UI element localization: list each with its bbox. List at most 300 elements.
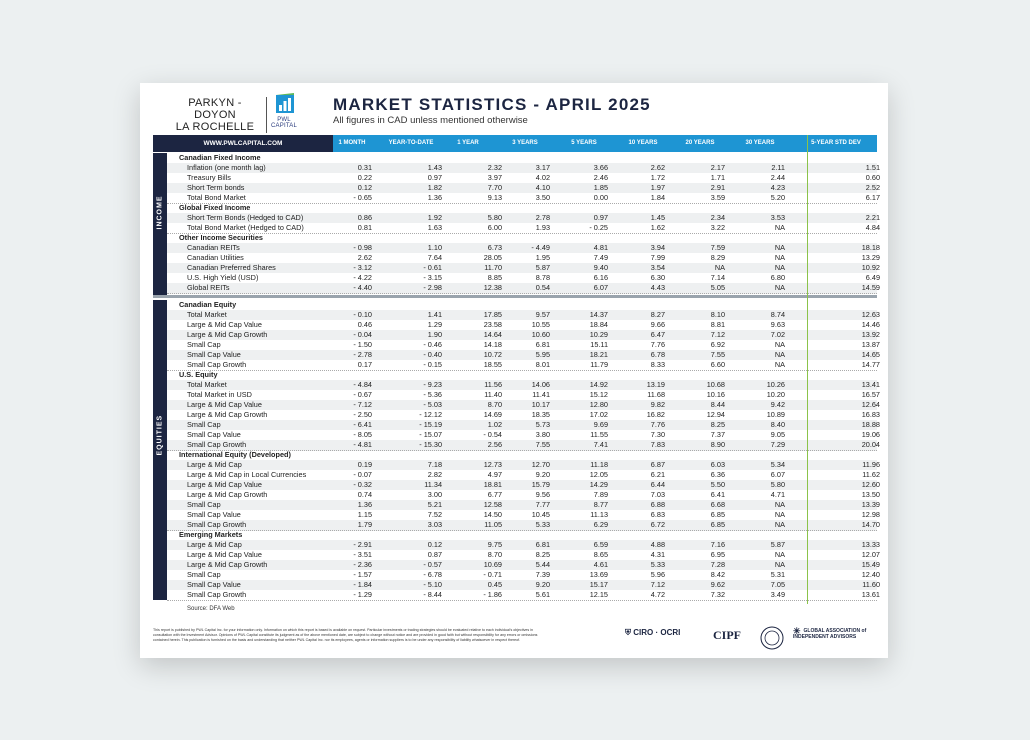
cell-value: 12.63 (861, 310, 880, 319)
cell-value: 12.58 (483, 500, 502, 509)
cell-value: - 4.22 (353, 273, 372, 282)
cell-value: 6.00 (487, 223, 502, 232)
association-line1: GLOBAL ASSOCIATION of (803, 628, 867, 634)
row-label: Canadian REITs (187, 243, 240, 252)
cell-value: 8.33 (650, 360, 665, 369)
cell-value: 5.34 (770, 460, 785, 469)
cell-value: 13.69 (589, 570, 608, 579)
cell-value: - 0.32 (353, 480, 372, 489)
cell-value: 1.85 (593, 183, 608, 192)
cell-value: 8.29 (710, 253, 725, 262)
cell-value: - 0.10 (353, 310, 372, 319)
cell-value: 7.12 (650, 580, 665, 589)
cell-value: 10.16 (706, 390, 725, 399)
section-heading-label: International Equity (Developed) (179, 450, 291, 459)
cell-value: 10.29 (589, 330, 608, 339)
table-row (167, 283, 880, 294)
cell-value: 19.06 (861, 430, 880, 439)
cell-value: 4.61 (593, 560, 608, 569)
cell-value: 18.55 (483, 360, 502, 369)
cell-value: 8.77 (593, 500, 608, 509)
row-label: Small Cap (187, 570, 221, 579)
row-label: Large & Mid Cap Growth (187, 330, 268, 339)
column-header-2: 1 YEAR (457, 140, 479, 146)
row-label: Inflation (one month lag) (187, 163, 266, 172)
cell-value: - 4.40 (353, 283, 372, 292)
cell-value: 18.84 (589, 320, 608, 329)
cell-value: 11.96 (862, 460, 880, 469)
cell-value: - 4.84 (353, 380, 372, 389)
cell-value: 7.14 (710, 273, 725, 282)
cell-value: 23.58 (483, 320, 502, 329)
cell-value: 8.74 (770, 310, 785, 319)
cell-value: 6.17 (865, 193, 880, 202)
cell-value: 2.17 (710, 163, 725, 172)
cell-value: 13.41 (861, 380, 880, 389)
cell-value: - 2.36 (353, 560, 372, 569)
cell-value: 3.80 (535, 430, 550, 439)
cell-value: - 2.98 (423, 283, 442, 292)
cell-value: - 0.40 (423, 350, 442, 359)
row-label: Small Cap (187, 340, 221, 349)
cell-value: 8.81 (710, 320, 725, 329)
ciro-shield-icon: ⛨ (625, 628, 631, 637)
page-subtitle: All figures in CAD unless mentioned otherwise (333, 115, 528, 126)
section-heading (167, 370, 877, 380)
cell-value: 11.40 (484, 390, 502, 399)
cell-value: 5.44 (535, 560, 550, 569)
column-header-bar (153, 135, 877, 152)
cell-value: 0.81 (357, 223, 372, 232)
cell-value: 4.23 (770, 183, 785, 192)
cell-value: 2.91 (710, 183, 725, 192)
cell-value: 4.72 (650, 590, 665, 599)
cell-value: 8.10 (710, 310, 725, 319)
cell-value: 1.02 (487, 420, 502, 429)
cell-value: 1.15 (357, 510, 372, 519)
section-heading-label: Canadian Fixed Income (179, 153, 261, 162)
cell-value: 11.79 (590, 360, 608, 369)
cell-value: 5.33 (650, 560, 665, 569)
cell-value: - 12.12 (419, 410, 442, 419)
row-label: Total Bond Market (187, 193, 246, 202)
cell-value: 6.87 (650, 460, 665, 469)
cell-value: 6.36 (710, 470, 725, 479)
cell-value: - 0.57 (423, 560, 442, 569)
cell-value: 5.31 (770, 570, 785, 579)
cell-value: - 5.10 (423, 580, 442, 589)
cell-value: 7.03 (650, 490, 665, 499)
cell-value: 11.56 (484, 380, 502, 389)
cell-value: 8.42 (710, 570, 725, 579)
row-label: Small Cap Growth (187, 360, 247, 369)
cell-value: 3.50 (535, 193, 550, 202)
cell-value: - 0.65 (353, 193, 372, 202)
cell-value: 10.89 (766, 410, 785, 419)
cell-value: 0.74 (357, 490, 372, 499)
ciro-text: CIRO · OCRI (633, 628, 681, 637)
cell-value: 13.33 (861, 540, 880, 549)
row-label: Large & Mid Cap (187, 460, 242, 469)
cell-value: - 8.05 (353, 430, 372, 439)
pwl-chart-icon (276, 93, 294, 115)
cell-value: 8.65 (593, 550, 608, 559)
cell-value: 13.29 (861, 253, 880, 262)
cell-value: 4.10 (535, 183, 550, 192)
section-heading (167, 153, 877, 163)
cell-value: 0.86 (357, 213, 372, 222)
row-label: Small Cap Value (187, 350, 241, 359)
cell-value: NA (774, 520, 785, 529)
ciro-logo (625, 628, 680, 650)
cell-value: 10.26 (766, 380, 785, 389)
section-heading-label: Canadian Equity (179, 300, 237, 309)
cell-value: 11.13 (590, 510, 608, 519)
cell-value: 5.50 (710, 480, 725, 489)
cell-value: 1.36 (427, 193, 442, 202)
cell-value: 8.25 (710, 420, 725, 429)
cell-value: - 7.12 (353, 400, 372, 409)
cell-value: - 15.30 (419, 440, 442, 449)
row-label: Large & Mid Cap Growth (187, 410, 268, 419)
cipf-logo: CIPF (713, 628, 741, 642)
cell-value: 5.80 (770, 480, 785, 489)
cell-value: 3.17 (535, 163, 550, 172)
cell-value: 14.69 (483, 410, 502, 419)
cell-value: 6.44 (650, 480, 665, 489)
row-label: Large & Mid Cap in Local Currencies (187, 470, 307, 479)
cell-value: 7.37 (710, 430, 725, 439)
row-label: Total Market (187, 380, 227, 389)
firm-name (170, 97, 260, 133)
firm-name-line1: PARKYN - DOYON (188, 97, 242, 121)
column-header-3: 3 YEARS (512, 140, 538, 146)
cell-value: 6.78 (650, 350, 665, 359)
cell-value: 14.50 (483, 510, 502, 519)
cell-value: 7.55 (535, 440, 550, 449)
cell-value: 14.46 (861, 320, 880, 329)
cell-value: 10.45 (531, 510, 550, 519)
row-label: Total Market in USD (187, 390, 252, 399)
cell-value: 2.32 (487, 163, 502, 172)
cell-value: 6.03 (710, 460, 725, 469)
cell-value: 14.37 (589, 310, 608, 319)
cell-value: 5.96 (650, 570, 665, 579)
cell-value: 3.03 (427, 520, 442, 529)
cell-value: 5.20 (770, 193, 785, 202)
cell-value: 7.49 (593, 253, 608, 262)
cell-value: 13.39 (861, 500, 880, 509)
seal-logo (760, 626, 784, 648)
cell-value: - 2.78 (353, 350, 372, 359)
cell-value: 6.60 (710, 360, 725, 369)
section-heading-label: U.S. Equity (179, 370, 218, 379)
cell-value: 1.82 (427, 183, 442, 192)
cell-value: NA (774, 360, 785, 369)
association-star-icon: ✳ (793, 626, 801, 636)
column-header-0: 1 MONTH (338, 140, 366, 146)
cell-value: 6.41 (710, 490, 725, 499)
cell-value: - 3.51 (353, 550, 372, 559)
row-label: Short Term bonds (187, 183, 245, 192)
cell-value: 3.49 (770, 590, 785, 599)
pwl-wordmark: PWL CAPITAL (271, 117, 297, 129)
row-label: Small Cap Value (187, 430, 241, 439)
section-heading-label: Emerging Markets (179, 530, 243, 539)
cell-value: 12.80 (589, 400, 608, 409)
cell-value: 8.40 (770, 420, 785, 429)
cell-value: 15.17 (589, 580, 608, 589)
cell-value: 4.71 (770, 490, 785, 499)
cell-value: 14.18 (483, 340, 502, 349)
cell-value: NA (774, 500, 785, 509)
cell-value: 12.73 (483, 460, 502, 469)
row-label: Global REITs (187, 283, 230, 292)
website-url[interactable]: WWW.PWLCAPITAL.COM (153, 135, 333, 152)
cell-value: 14.70 (861, 520, 880, 529)
cell-value: 1.92 (427, 213, 442, 222)
cell-value: 12.70 (531, 460, 550, 469)
cell-value: 13.87 (861, 340, 880, 349)
section-separator (153, 295, 877, 298)
cell-value: NA (774, 340, 785, 349)
cell-value: 5.73 (535, 420, 550, 429)
cell-value: 12.98 (861, 510, 880, 519)
cell-value: 6.16 (593, 273, 608, 282)
cell-value: 5.95 (535, 350, 550, 359)
cell-value: NA (774, 223, 785, 232)
cell-value: 13.19 (646, 380, 665, 389)
association-logo (793, 626, 867, 650)
cell-value: - 15.19 (419, 420, 442, 429)
cell-value: 17.85 (483, 310, 502, 319)
column-header-7: 30 YEARS (745, 140, 775, 146)
row-label: Canadian Utilities (187, 253, 244, 262)
cell-value: 6.95 (710, 550, 725, 559)
cell-value: 7.02 (770, 330, 785, 339)
row-label: Small Cap Value (187, 580, 241, 589)
cell-value: 16.57 (861, 390, 880, 399)
cell-value: 9.66 (650, 320, 665, 329)
cell-value: 2.34 (710, 213, 725, 222)
cell-value: - 5.36 (423, 390, 442, 399)
cell-value: 9.20 (535, 470, 550, 479)
cell-value: 4.84 (865, 223, 880, 232)
cell-value: 0.19 (357, 460, 372, 469)
cell-value: 7.05 (770, 580, 785, 589)
cell-value: 2.56 (487, 440, 502, 449)
cell-value: 18.18 (861, 243, 880, 252)
cell-value: 9.13 (487, 193, 502, 202)
cell-value: 2.44 (770, 173, 785, 182)
cell-value: 15.11 (590, 340, 608, 349)
seal-icon (760, 626, 784, 650)
cell-value: 9.75 (487, 540, 502, 549)
cell-value: 6.85 (710, 510, 725, 519)
cell-value: 10.20 (766, 390, 785, 399)
cell-value: 1.45 (650, 213, 665, 222)
cell-value: NA (774, 253, 785, 262)
cell-value: 2.11 (771, 163, 785, 172)
cell-value: 5.61 (535, 590, 550, 599)
cell-value: 10.68 (706, 380, 725, 389)
section-heading (167, 450, 877, 460)
cell-value: 5.87 (770, 540, 785, 549)
cell-value: 1.79 (357, 520, 372, 529)
cell-value: 4.81 (593, 243, 608, 252)
equities-side-bar (153, 300, 167, 600)
cell-value: 9.40 (593, 263, 608, 272)
cell-value: - 1.50 (353, 340, 372, 349)
cell-value: 1.63 (427, 223, 442, 232)
cell-value: 7.30 (650, 430, 665, 439)
cell-value: - 1.57 (353, 570, 372, 579)
cell-value: 8.90 (710, 440, 725, 449)
cell-value: 0.31 (357, 163, 372, 172)
footer-logos (625, 628, 885, 652)
cell-value: NA (774, 350, 785, 359)
cell-value: 3.66 (593, 163, 608, 172)
cell-value: 3.97 (487, 173, 502, 182)
cell-value: 7.32 (710, 590, 725, 599)
cell-value: 9.42 (770, 400, 785, 409)
cell-value: 10.69 (483, 560, 502, 569)
income-side-bar-label: INCOME (156, 195, 164, 230)
cell-value: - 3.15 (423, 273, 442, 282)
row-label: Small Cap (187, 500, 221, 509)
cell-value: 0.45 (487, 580, 502, 589)
cell-value: 12.64 (861, 400, 880, 409)
cell-value: 6.30 (650, 273, 665, 282)
cell-value: 9.62 (710, 580, 725, 589)
cell-value: 1.72 (650, 173, 665, 182)
cell-value: 14.65 (861, 350, 880, 359)
cell-value: NA (774, 560, 785, 569)
cell-value: 11.41 (532, 390, 550, 399)
cell-value: 8.27 (650, 310, 665, 319)
cell-value: - 0.71 (483, 570, 502, 579)
cell-value: 14.77 (861, 360, 880, 369)
cell-value: 15.12 (589, 390, 608, 399)
row-label: Small Cap Value (187, 510, 241, 519)
column-header-1: YEAR-TO-DATE (388, 140, 434, 146)
cell-value: 11.70 (484, 263, 502, 272)
cell-value: 0.97 (593, 213, 608, 222)
cell-value: 3.00 (427, 490, 442, 499)
cell-value: 7.16 (710, 540, 725, 549)
cell-value: 0.46 (357, 320, 372, 329)
cell-value: 2.82 (427, 470, 442, 479)
cell-value: 6.47 (650, 330, 665, 339)
cell-value: - 9.23 (423, 380, 442, 389)
cell-value: 5.21 (427, 500, 442, 509)
cell-value: 6.21 (650, 470, 665, 479)
cell-value: 1.41 (427, 310, 442, 319)
cell-value: 8.01 (535, 360, 550, 369)
cell-value: 18.35 (531, 410, 550, 419)
cell-value: 7.28 (710, 560, 725, 569)
cell-value: 11.18 (590, 460, 608, 469)
cell-value: 7.89 (593, 490, 608, 499)
cell-value: - 6.78 (423, 570, 442, 579)
cell-value: 1.90 (427, 330, 442, 339)
cell-value: 16.83 (861, 410, 880, 419)
cell-value: 0.87 (427, 550, 442, 559)
cell-value: NA (714, 263, 725, 272)
cell-value: 10.92 (861, 263, 880, 272)
cell-value: 20.04 (861, 440, 880, 449)
cell-value: 1.29 (427, 320, 442, 329)
cell-value: 6.07 (593, 283, 608, 292)
cell-value: - 4.49 (531, 243, 550, 252)
column-headers (333, 135, 877, 152)
cell-value: 11.60 (862, 580, 880, 589)
cell-value: 7.83 (650, 440, 665, 449)
cell-value: 9.20 (535, 580, 550, 589)
cell-value: 2.78 (535, 213, 550, 222)
cell-value: 3.54 (650, 263, 665, 272)
row-label: Large & Mid Cap Growth (187, 490, 268, 499)
cell-value: - 2.50 (353, 410, 372, 419)
cell-value: 8.70 (487, 550, 502, 559)
cell-value: 5.05 (710, 283, 725, 292)
cell-value: 9.63 (770, 320, 785, 329)
cell-value: - 0.46 (423, 340, 442, 349)
cell-value: 6.73 (487, 243, 502, 252)
cell-value: 0.12 (357, 183, 372, 192)
row-label: Short Term Bonds (Hedged to CAD) (187, 213, 304, 222)
cell-value: 7.12 (710, 330, 725, 339)
association-line2: INDEPENDENT ADVISORS (793, 634, 857, 640)
cell-value: 13.61 (861, 590, 880, 599)
cell-value: 12.07 (861, 550, 880, 559)
cell-value: NA (774, 263, 785, 272)
cell-value: 9.82 (650, 400, 665, 409)
cell-value: 11.05 (484, 520, 502, 529)
cell-value: 4.97 (487, 470, 502, 479)
row-label: Large & Mid Cap Value (187, 480, 262, 489)
cell-value: 4.88 (650, 540, 665, 549)
cell-value: 1.95 (535, 253, 550, 262)
cell-value: 7.59 (710, 243, 725, 252)
row-label: Treasury Bills (187, 173, 231, 182)
cell-value: 12.94 (706, 410, 725, 419)
cell-value: 7.76 (650, 340, 665, 349)
cell-value: 6.92 (710, 340, 725, 349)
cell-value: 3.59 (710, 193, 725, 202)
cell-value: 7.41 (593, 440, 608, 449)
cell-value: 2.21 (865, 213, 880, 222)
cell-value: - 1.29 (353, 590, 372, 599)
cell-value: 2.52 (865, 183, 880, 192)
cell-value: 10.17 (531, 400, 550, 409)
std-dev-divider (807, 135, 808, 604)
section-heading-label: Global Fixed Income (179, 203, 251, 212)
row-label: Total Market (187, 310, 227, 319)
column-header-5: 10 YEARS (628, 140, 658, 146)
cell-value: 7.18 (427, 460, 442, 469)
pwl-logo (264, 93, 304, 131)
cell-value: 12.40 (861, 570, 880, 579)
cell-value: 14.92 (589, 380, 608, 389)
cell-value: 1.93 (535, 223, 550, 232)
cell-value: 18.88 (861, 420, 880, 429)
cell-value: - 0.67 (353, 390, 372, 399)
cell-value: 10.55 (531, 320, 550, 329)
cell-value: 6.59 (593, 540, 608, 549)
cell-value: 7.29 (770, 440, 785, 449)
cell-value: 1.71 (710, 173, 725, 182)
